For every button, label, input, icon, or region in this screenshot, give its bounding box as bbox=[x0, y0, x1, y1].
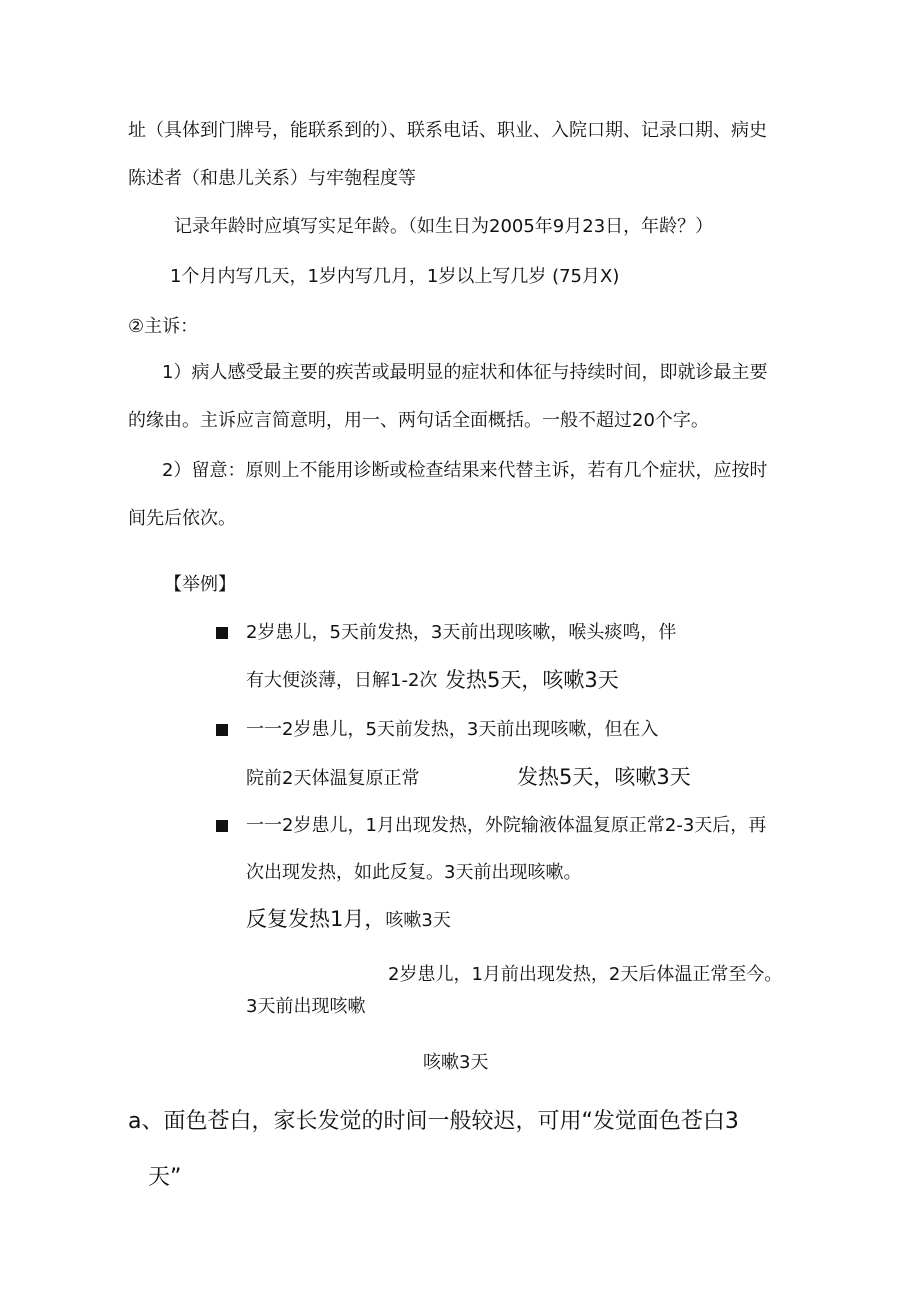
example-line: 一一2岁患儿，5天前发热，3天前出现咳嗽，但在入 bbox=[246, 719, 659, 740]
paragraph-line: 2）留意：原则上不能用诊断或检查结果来代替主诉，若有几个症状，应按时 bbox=[162, 460, 768, 481]
example-line: 2岁患儿，5天前发热，3天前出现咳嗽，喉头痰鸣，伴 bbox=[246, 622, 677, 643]
note-line: 天” bbox=[148, 1165, 182, 1190]
age-note: 记录年龄时应填写实足年龄。（如生日为2005年9月23日，年龄？） bbox=[174, 216, 714, 237]
square-bullet-icon bbox=[216, 820, 228, 832]
age-rule: 1个月内写几天，1岁内写几月，1岁以上写几岁 (75月X) bbox=[170, 266, 620, 287]
example-answer-part: 反复发热1月， bbox=[246, 907, 386, 931]
example-line: 次出现发热，如此反复。3天前出现咳嗽。 bbox=[246, 862, 582, 883]
paragraph-line: 址（具体到门牌号，能联系到的）、联系电话、职业、入院口期、记录口期、病史 bbox=[128, 120, 767, 141]
example-line: 院前2天体温复原正常 bbox=[246, 768, 420, 789]
paragraph-line: 陈述者（和患儿关系）与牢匏程度等 bbox=[128, 168, 416, 189]
paragraph-line: 间先后依次。 bbox=[128, 508, 236, 529]
example-answer-part: 咳嗽3天 bbox=[385, 910, 451, 931]
example-answer: 发热5天，咳嗽3天 bbox=[517, 765, 691, 789]
example-line: 3天前出现咳嗽 bbox=[246, 996, 366, 1017]
paragraph-line: 的缘由。主诉应言简意明，用一、两句话全面概括。一般不超过20个字。 bbox=[128, 410, 709, 431]
example-line: 2岁患儿，1月前出现发热，2天后体温正常至今。 bbox=[388, 964, 783, 985]
example-line: 一一2岁患儿，1月出现发热，外院输液体温复原正常2-3天后，再 bbox=[246, 815, 767, 836]
example-line: 有大便淡薄，日解1-2次 bbox=[246, 670, 438, 691]
note-line: a、面色苍白，家长发觉的时间一般较迟，可用“发觉面色苍白3 bbox=[128, 1109, 739, 1134]
square-bullet-icon bbox=[216, 724, 228, 736]
example-answer: 咳嗽3天 bbox=[423, 1052, 489, 1073]
square-bullet-icon bbox=[216, 627, 228, 639]
example-answer bbox=[246, 906, 451, 934]
example-answer: 发热5天，咳嗽3天 bbox=[445, 668, 619, 692]
paragraph-line: 1）病人感受最主要的疾苦或最明显的症状和体征与持续时间，即就诊最主要 bbox=[162, 362, 768, 383]
chief-complaint-heading: ②主诉： bbox=[128, 316, 199, 337]
examples-heading: 【举例】 bbox=[164, 574, 236, 595]
